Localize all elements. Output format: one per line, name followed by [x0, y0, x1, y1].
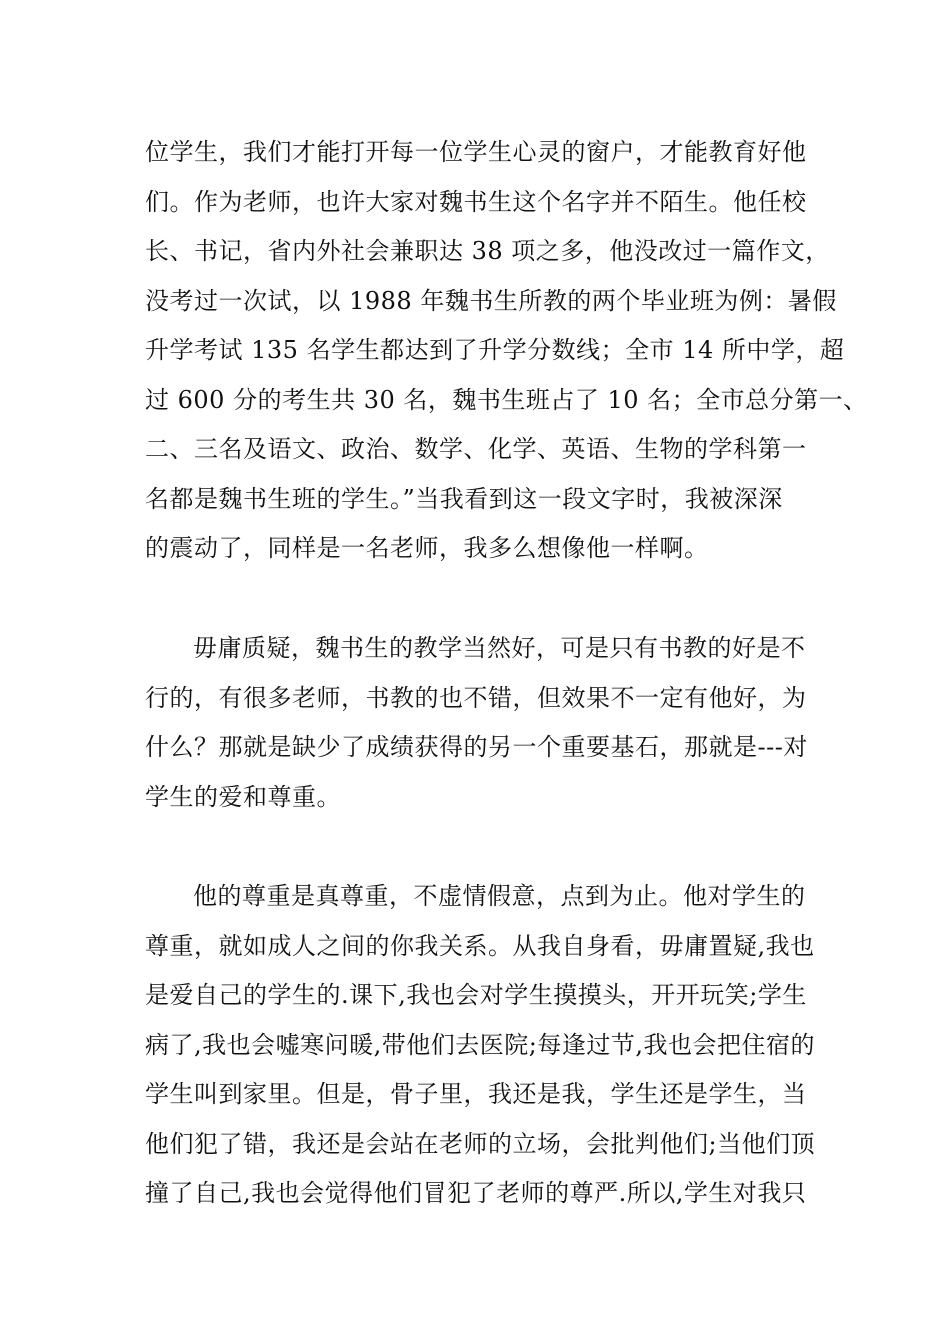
paragraph-2 [145, 624, 825, 822]
paragraph-1 [145, 128, 868, 574]
text-line: 没考过一次试，以 1988 年魏书生所教的两个毕业班为例：暑假 [145, 286, 837, 315]
text-line: 升学考试 135 名学生都达到了升学分数线；全市 14 所中学，超 [145, 336, 845, 364]
text-line: 学生的爱和尊重。 [145, 782, 341, 811]
text-line: 他们犯了错，我还是会站在老师的立场，会批判他们;当他们顶 [145, 1129, 816, 1158]
text-line: 病了,我也会嘘寒问暖,带他们去医院;每逢过节,我也会把住宿的 [145, 1030, 815, 1059]
text-line: 学生叫到家里。但是，骨子里，我还是我，学生还是学生，当 [145, 1080, 807, 1108]
text-line: 行的，有很多老师，书教的也不错，但效果不一定有他好，为 [145, 683, 807, 712]
text-line: 的震动了，同样是一名老师，我多么想像他一样啊。 [145, 534, 709, 562]
text-line: 是爱自己的学生的.课下,我也会对学生摸摸头，开开玩笑;学生 [145, 981, 807, 1009]
text-line: 们。作为老师，也许大家对魏书生这个名字并不陌生。他任校 [145, 187, 807, 216]
text-line: 撞了自己,我也会觉得他们冒犯了老师的尊严.所以,学生对我只 [145, 1179, 807, 1207]
text-line: 长、书记，省内外社会兼职达 38 项之多，他没改过一篇作文， [145, 237, 830, 265]
text-line: 过 600 分的考生共 30 名，魏书生班占了 10 名；全市总分第一、 [145, 385, 868, 414]
text-line: 尊重，就如成人之间的你我关系。从我自身看，毋庸置疑,我也 [145, 931, 815, 960]
text-line: 什么？那就是缺少了成绩获得的另一个重要基石，那就是---对 [145, 733, 808, 761]
paragraph-3 [145, 872, 825, 1219]
text-line: 毋庸质疑，魏书生的教学当然好，可是只有书教的好是不 [193, 634, 806, 662]
text-line: 名都是魏书生班的学生。”当我看到这一段文字时，我被深深 [145, 484, 783, 513]
text-line: 他的尊重是真尊重，不虚情假意，点到为止。他对学生的 [193, 882, 806, 910]
text-line: 二、三名及语文、政治、数学、化学、英语、生物的学科第一 [145, 435, 807, 463]
text-line: 位学生，我们才能打开每一位学生心灵的窗户，才能教育好他 [145, 138, 807, 166]
